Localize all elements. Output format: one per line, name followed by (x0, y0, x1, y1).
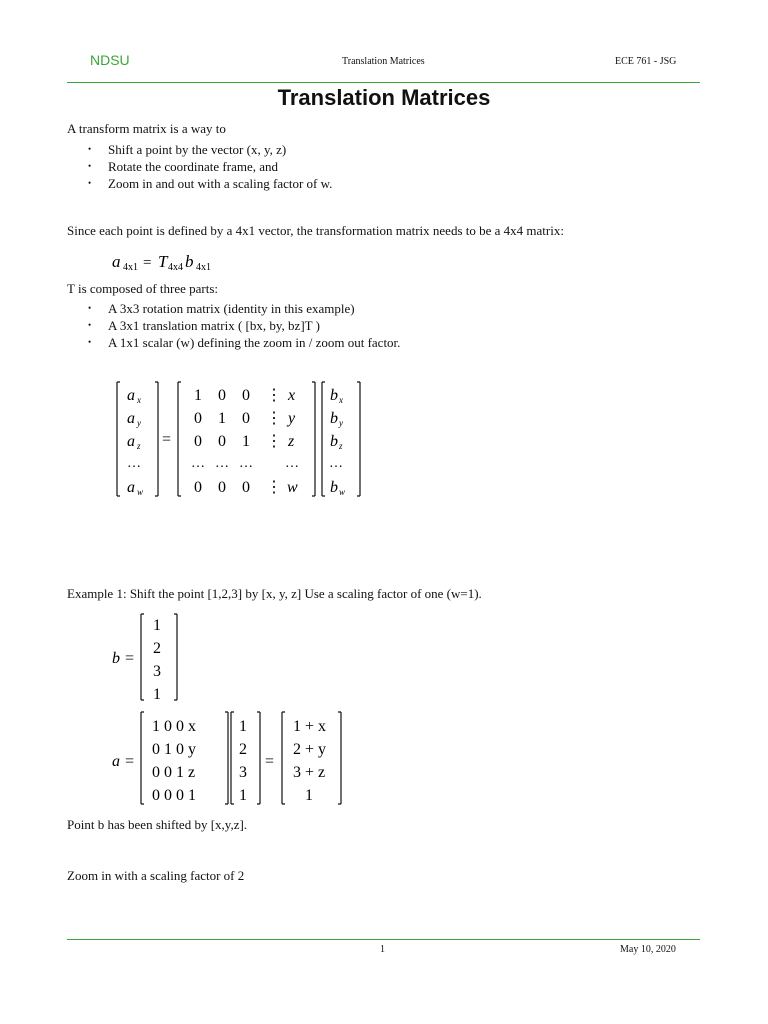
a-vec-values (239, 718, 247, 804)
m-r3-c1: … (215, 456, 229, 471)
a-matrix-row-0: 1 0 0 x (152, 718, 196, 735)
header-course: ECE 761 - JSG (615, 56, 677, 67)
rhs-b-z: b (330, 433, 338, 450)
big-eq-equals: = (162, 431, 172, 448)
lhs-a-y: a (127, 410, 135, 427)
rhs-b-x-sub: x (339, 395, 343, 405)
rhs-b-w: b (330, 479, 338, 496)
m-r3-c0: … (191, 456, 205, 471)
rhs-b-y-sub: y (339, 418, 343, 428)
m-r3-c2: … (239, 456, 253, 471)
matrix-size-text: Since each point is defined by a 4x1 vector, the transformation matrix needs to be a 4x4 matrix: (67, 223, 564, 238)
transform-matrix-equation (100, 378, 380, 503)
b-vector-equation (100, 610, 200, 706)
a-vec-2: 3 (239, 764, 247, 781)
a-res-2: 3 + z (293, 764, 326, 781)
m-r1-c2: 0 (242, 410, 250, 427)
eq-a-sub: 4x1 (123, 262, 138, 273)
m-r2-c0: 0 (194, 433, 202, 450)
m-r0-c2: 0 (242, 387, 250, 404)
a-matrix-rows (152, 718, 196, 804)
b-val-0: 1 (153, 617, 161, 634)
lhs-a-w-sub: w (137, 487, 144, 497)
eq-b-sub: 4x1 (196, 262, 211, 273)
parts-bullet-list (88, 300, 400, 351)
matrix-cells (191, 387, 299, 496)
b-label: b = (112, 650, 135, 667)
header-title: Translation Matrices (342, 56, 425, 67)
shifted-text: Point b has been shifted by [x,y,z]. (67, 817, 248, 832)
a-result-values (293, 718, 326, 804)
a-res-1: 2 + y (293, 741, 327, 758)
list-item: • A 1x1 scalar (w) defining the zoom in / zoom out factor. (88, 334, 400, 351)
b-val-1: 2 (153, 640, 161, 657)
m-r0-c0: 1 (194, 387, 202, 404)
eq-equals: = (143, 255, 152, 271)
m-r1-c4: y (288, 410, 296, 427)
m-r4-c2: 0 (242, 479, 250, 496)
lhs-a-x: a (127, 387, 135, 404)
list-item: • Shift a point by the vector (x, y, z) (88, 141, 332, 158)
a-matrix-row-1: 0 1 0 y (152, 741, 196, 758)
m-r2-c2: 1 (242, 433, 250, 450)
m-r4-c4: w (287, 479, 298, 496)
eq-T: T (158, 252, 168, 271)
a-result-equation (100, 708, 360, 808)
a-label: a = (112, 753, 135, 770)
m-r1-c3: ⋮ (266, 410, 282, 427)
parts-intro-text: T is composed of three parts: (67, 281, 219, 296)
a-matrix-row-2: 0 0 1 z (152, 764, 196, 781)
m-r4-c0: 0 (194, 479, 202, 496)
m-r2-c4: z (288, 433, 295, 450)
intro-text: A transform matrix is a way to (67, 121, 226, 136)
b-val-3: 1 (153, 686, 161, 703)
footer-date: May 10, 2020 (620, 944, 676, 955)
m-r1-c0: 0 (194, 410, 202, 427)
list-item: • A 3x1 translation matrix ( [bx, by, bz]T ) (88, 317, 400, 334)
b-values (153, 617, 161, 703)
m-r2-c3: ⋮ (266, 433, 282, 450)
eq-T-sub: 4x4 (168, 262, 183, 273)
lhs-a-z-sub: z (137, 441, 141, 451)
rhs-ellipsis: … (329, 456, 343, 471)
rhs-b-y: b (330, 410, 338, 427)
m-r0-c4: x (288, 387, 296, 404)
eq-a: a (112, 252, 121, 271)
a-eq-equals: = (265, 753, 275, 770)
zoom-text: Zoom in with a scaling factor of 2 (67, 868, 245, 883)
list-item: • A 3x3 rotation matrix (identity in this example) (88, 300, 400, 317)
list-item: • Rotate the coordinate frame, and (88, 158, 332, 175)
m-r4-c3: ⋮ (266, 479, 282, 496)
equation-a-equals-Tb (100, 246, 260, 278)
footer-rule (67, 939, 700, 940)
m-r1-c1: 1 (218, 410, 226, 427)
rhs-b-z-sub: z (339, 441, 343, 451)
rhs-b-x: b (330, 387, 338, 404)
header-org: NDSU (90, 52, 130, 68)
list-item: • Zoom in and out with a scaling factor of w. (88, 175, 332, 192)
m-r2-c1: 0 (218, 433, 226, 450)
m-r0-c3: ⋮ (266, 387, 282, 404)
a-vec-0: 1 (239, 718, 247, 735)
page-number: 1 (380, 944, 385, 955)
b-val-2: 3 (153, 663, 161, 680)
lhs-ellipsis: … (127, 456, 141, 471)
lhs-a-y-sub: y (137, 418, 141, 428)
a-res-3: 1 (305, 787, 313, 804)
m-r4-c1: 0 (218, 479, 226, 496)
intro-bullet-list (88, 141, 332, 192)
a-vec-3: 1 (239, 787, 247, 804)
a-res-0: 1 + x (293, 718, 327, 735)
lhs-a-z: a (127, 433, 135, 450)
page-title: Translation Matrices (277, 85, 491, 110)
a-vec-1: 2 (239, 741, 247, 758)
a-matrix-row-3: 0 0 0 1 (152, 787, 196, 804)
lhs-a-x-sub: x (137, 395, 141, 405)
lhs-a-w: a (127, 479, 135, 496)
rhs-b-w-sub: w (339, 487, 346, 497)
eq-b: b (185, 252, 194, 271)
lhs-vector (127, 387, 143, 497)
m-r0-c1: 0 (218, 387, 226, 404)
m-r3-c4: … (285, 456, 299, 471)
rhs-vector (329, 387, 345, 497)
header-rule (67, 82, 700, 83)
example1-text: Example 1: Shift the point [1,2,3] by [x, y, z] Use a scaling factor of one (w=1). (67, 586, 482, 601)
